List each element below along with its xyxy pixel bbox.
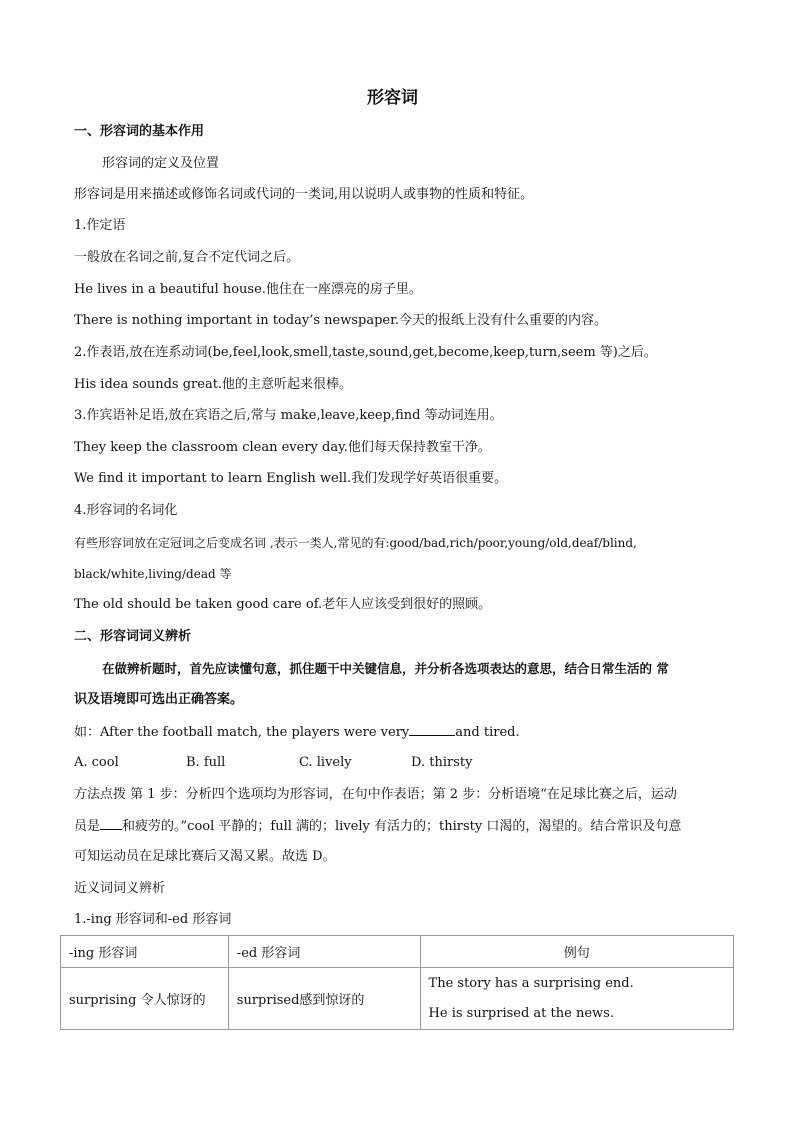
point4-example1: The old should be taken good care of.老年人应该受到很好的照顾。 [74, 597, 492, 612]
tip-line1: 在做辨析题时，首先应读懂句意，抓住题干中关键信息，并分析各选项表达的意思，结合日常生活的 常 [102, 661, 669, 676]
point3-rule: 3.作宾语补足语,放在宾语之后,常与 make,leave,keep,find 等动词连用。 [74, 408, 503, 423]
header-ed: -ed 形容词 [228, 936, 420, 968]
cell-ed-adjective: surprised感到惊讶的 [228, 968, 420, 1030]
header-ing: -ing 形容词 [61, 936, 229, 968]
tip-line2: 识及语境即可选出正确答案。 [74, 692, 244, 707]
method-line2-start: 员是 [74, 819, 101, 834]
method-line3: 可知运动员在足球比赛后又渴又累。故选 D。 [74, 849, 336, 864]
point4-rule-line2: black/white,living/dead 等 [74, 567, 232, 581]
point1-rule: 一般放在名词之前,复合不定代词之后。 [74, 250, 300, 265]
option-b: B. full [186, 755, 226, 770]
header-example: 例句 [420, 936, 733, 968]
point3-example2: We find it important to learn English well.我们发现学好英语很重要。 [74, 471, 508, 486]
method-line2-end: 和疲劳的。”cool 平静的；full 满的；lively 有活力的；thirsty 口渴的，渴望的。结合常识及句意 [122, 819, 682, 834]
question-blank [409, 723, 455, 736]
option-c: C. lively [299, 755, 352, 770]
page-title: 形容词 [367, 88, 418, 108]
question-prefix: 如：After the football match, the players were very [74, 725, 410, 740]
point2-example1: His idea sounds great.他的主意听起来很棒。 [74, 377, 353, 392]
table-header-row [61, 936, 734, 968]
example-question [74, 723, 520, 742]
table-caption: 1.-ing 形容词和-ed 形容词 [74, 912, 232, 927]
point1-label: 1.作定语 [74, 218, 126, 233]
option-d: D. thirsty [411, 755, 473, 770]
section1-heading: 一、形容词的基本作用 [74, 124, 205, 139]
synonym-heading: 近义词词义辨析 [74, 881, 166, 896]
cell-ing-adjective: surprising 令人惊讶的 [61, 968, 229, 1030]
adjective-comparison-table [60, 935, 734, 1030]
method-line2 [74, 817, 681, 836]
point3-example1: They keep the classroom clean every day.他们每天保持教室干净。 [74, 440, 491, 455]
option-a: A. cool [74, 755, 119, 770]
example-sentence-2: He is surprised at the news. [428, 1005, 614, 1021]
question-suffix: and tired. [455, 725, 520, 740]
definition-text: 形容词是用来描述或修饰名词或代词的一类词,用以说明人或事物的性质和特征。 [74, 187, 534, 202]
cell-examples [420, 968, 733, 1030]
point2-rule: 2.作表语,放在连系动词(be,feel,look,smell,taste,sound,get,become,keep,turn,seem 等)之后。 [74, 345, 657, 360]
table-row [61, 968, 734, 1030]
point4-label: 4.形容词的名词化 [74, 503, 178, 518]
method-line1: 方法点拨 第 1 步：分析四个选项均为形容词，在句中作表语；第 2 步：分析语境“在足球比赛之后，运动 [74, 787, 677, 802]
example-sentence-1: The story has a surprising end. [428, 975, 634, 991]
section1-subheading: 形容词的定义及位置 [102, 156, 220, 171]
section2-heading: 二、形容词词义辨析 [74, 629, 192, 644]
method-blank [100, 817, 122, 830]
point4-rule-line1: 有些形容词放在定冠词之后变成名词 ,表示一类人,常见的有:good/bad,rich/poor,young/old,deaf/blind, [74, 536, 637, 550]
point1-example1: He lives in a beautiful house.他住在一座漂亮的房子里。 [74, 282, 422, 297]
point1-example2: There is nothing important in today’s newspaper.今天的报纸上没有什么重要的内容。 [74, 313, 608, 328]
